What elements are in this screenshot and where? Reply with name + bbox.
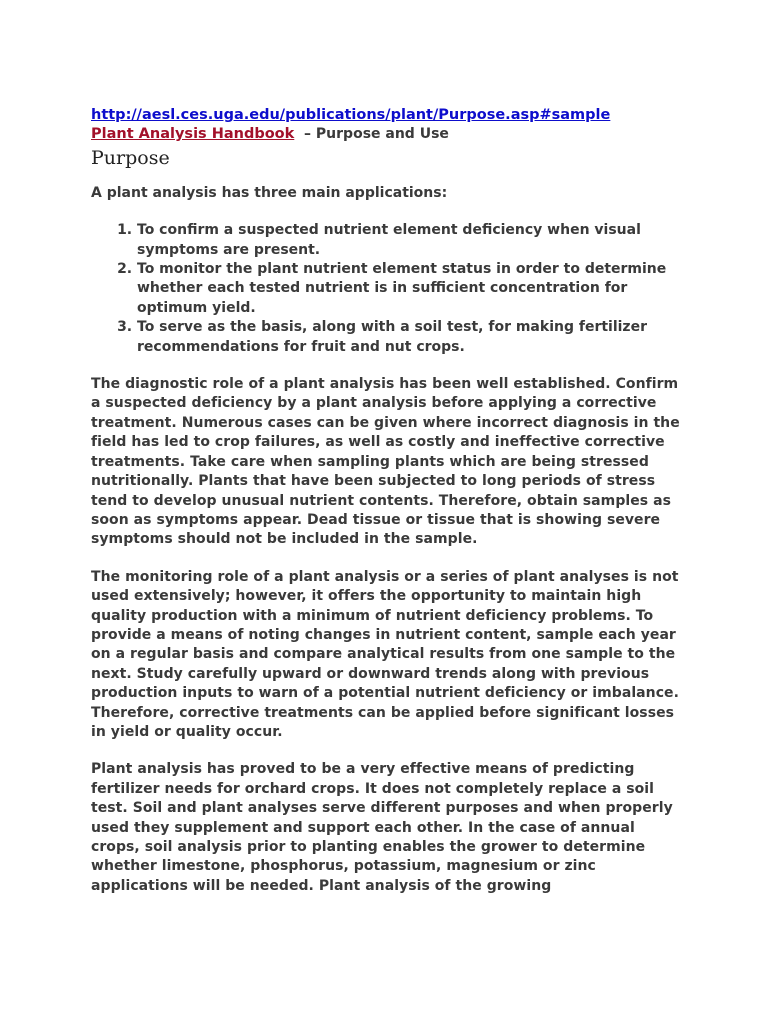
source-url-line xyxy=(91,106,680,125)
paragraph-diagnostic-role: The diagnostic role of a plant analysis has been well established. Confirm a suspected deficiency by a plant analysis before applying a corrective treatment. Numerous cases can be given where incorrect diagnosis in the field has led to crop failures, as well as costly and ineffective corrective treatments. Take care when sampling plants which are being stressed nutritionally. Plants that have been subjected to long periods of stress tend to develop unusual nutrient contents. Therefore, obtain samples as soon as symptoms appear. Dead tissue or tissue that is showing severe symptoms should not be included in the sample. xyxy=(91,376,680,548)
handbook-link[interactable]: Plant Analysis Handbook xyxy=(91,126,295,143)
page-heading: Purpose xyxy=(91,146,170,169)
handbook-line xyxy=(91,125,680,144)
application-item-1: 1. To confirm a suspected nutrient element deficiency when visual symptoms are present. xyxy=(137,221,680,260)
paragraph-monitoring-role: The monitoring role of a plant analysis or a series of plant analyses is not used extensively; however, it offers the opportunity to maintain high quality production with a minimum of nutrient deficiency problems. To provide a means of noting changes in nutrient content, sample each year on a regular basis and compare analytical results from one sample to the next. Study carefully upward or downward trends along with previous production inputs to warn of a potential nutrient deficiency or imbalance. Therefore, corrective treatments can be applied before significant losses in yield or quality occur. xyxy=(91,568,679,740)
intro-text: A plant analysis has three main applications: xyxy=(91,184,448,201)
source-url-link[interactable]: http://aesl.ces.uga.edu/publications/plant/Purpose.asp#sample xyxy=(91,107,611,123)
applications-list xyxy=(91,221,680,357)
application-item-3: 3. To serve as the basis, along with a soil test, for making fertilizer recommendations for fruit and nut crops. xyxy=(137,318,680,357)
paragraph-orchard-crops: Plant analysis has proved to be a very effective means of predicting fertilizer needs for orchard crops. It does not completely replace a soil test. Soil and plant analyses serve different purposes and when properly used they supplement and support each other. In the case of annual crops, soil analysis prior to planting enables the grower to determine whether limestone, phosphorus, potassium, magnesium or zinc applications will be needed. Plant analysis of the growing xyxy=(91,761,673,894)
application-item-2: 2. To monitor the plant nutrient element status in order to determine whether each tested nutrient is in sufficient concentration for optimum yield. xyxy=(137,260,680,318)
handbook-suffix: – Purpose and Use xyxy=(304,126,449,143)
